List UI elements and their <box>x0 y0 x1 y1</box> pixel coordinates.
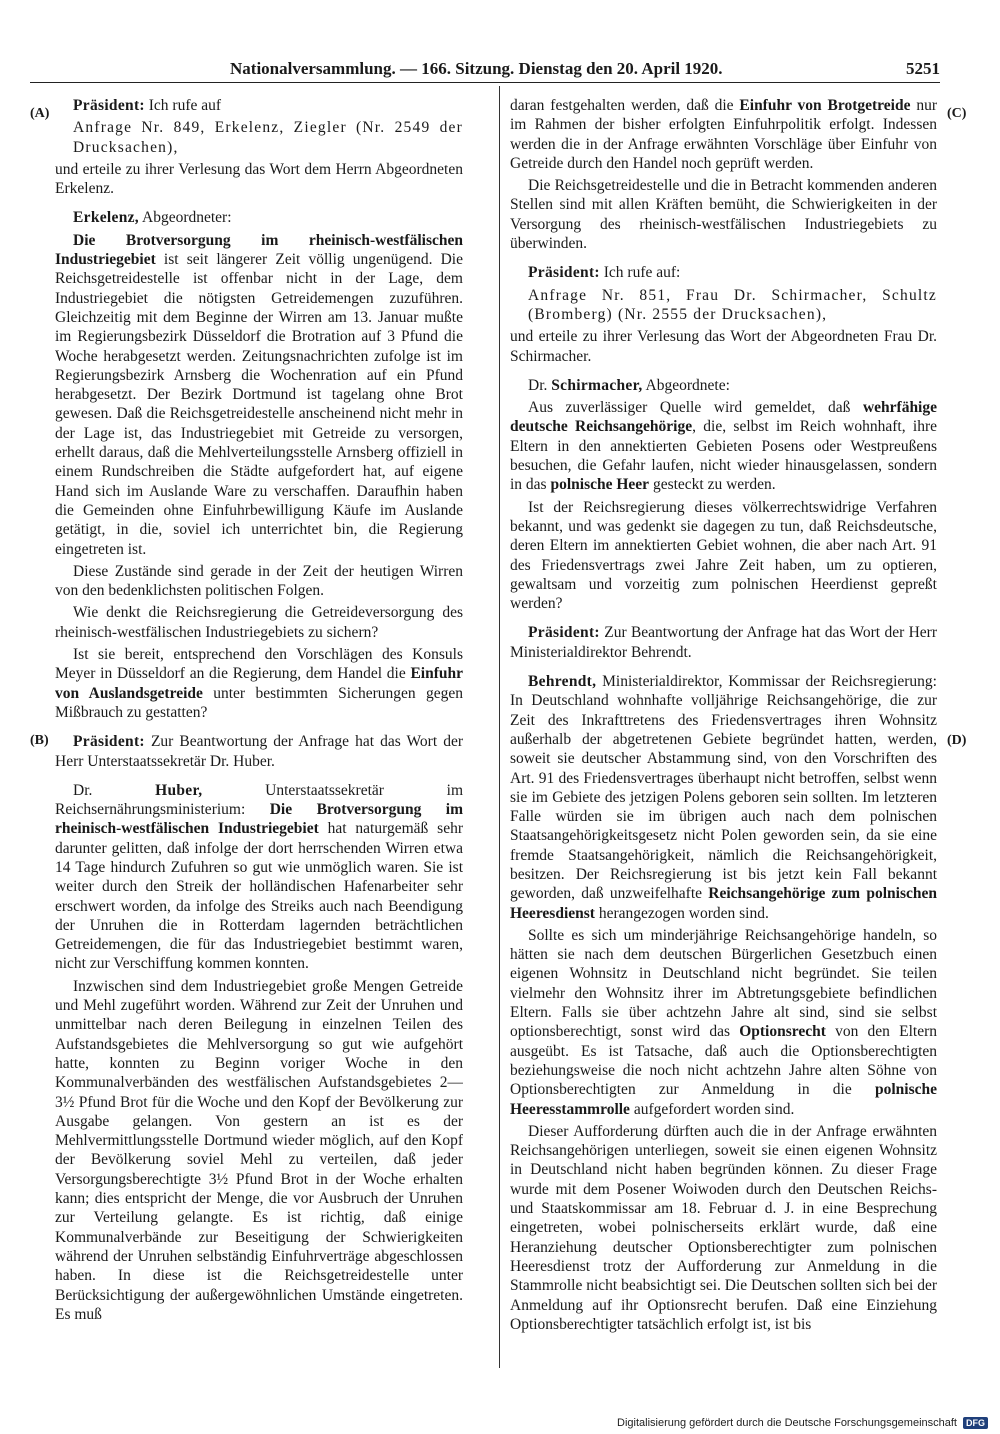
paragraph <box>510 672 937 923</box>
paragraph <box>55 732 463 771</box>
dfg-logo: DFG <box>963 1417 988 1429</box>
speaker-name: Präsident: <box>73 97 145 114</box>
paragraph-text: daran festgehalten werden, daß die <box>510 97 740 114</box>
paragraph <box>510 376 937 395</box>
emphasis: Die Brotversorgung im rheinisch-westfälischen Industriegebiet <box>55 801 463 838</box>
margin-mark-c: (C) <box>947 106 967 121</box>
page-number: 5251 <box>906 59 940 78</box>
speaker-role: Abgeordnete: <box>642 376 730 394</box>
paragraph-text: , die, selbst im Reich wohnhaft, ihre Eltern in den annektierten Gebieten Posens oder Westpreußens besuchen, die Gefahr laufen, nicht wieder hinausgelassen, sondern in das <box>510 418 937 494</box>
title-prefix: Dr. <box>528 376 552 394</box>
paragraph <box>510 623 937 662</box>
speaker-name: Präsident: <box>528 624 600 642</box>
speaker-name: Behrendt, <box>528 673 597 691</box>
paragraph-text: von den Eltern ausgeübt. Es ist Tatsache, daß auch die Optionsberechtigten beziehungsweise die noch nicht achtzehn Jahre alten Söhne von Optionsberechtigten zur Anmeldung in die <box>510 1023 937 1099</box>
paragraph <box>510 926 937 1119</box>
title-prefix: Dr. <box>73 781 156 799</box>
margin-mark-d: (D) <box>947 733 967 748</box>
paragraph-text: Zur Beantwortung der Anfrage hat das Wort der Herr Unterstaatssekretär Dr. Huber. <box>55 733 463 770</box>
emphasis: polnische Heeresstammrolle <box>510 1081 937 1118</box>
speaker-role: Abgeordneter: <box>138 209 232 227</box>
paragraph-text: Ist sie bereit, entsprechend den Vorschlägen des Konsuls Meyer in Düsseldorf an die Regierung, dem Handel die <box>55 646 463 683</box>
emphasis: Einfuhr von Auslandsgetreide <box>55 665 463 702</box>
paragraph <box>55 96 463 115</box>
column-divider <box>499 86 500 1368</box>
paragraph-text: unter bestimmten Sicherungen gegen Mißbrauch zu gestatten? <box>55 684 463 721</box>
paragraph: Wie denkt die Reichsregierung die Getreideversorgung des rheinisch-westfälischen Industriegebiets zu sichern? <box>55 604 463 641</box>
paragraph: Diese Zustände sind gerade in der Zeit der heutigen Wirren von den bedenklichsten politischen Folgen. <box>55 562 463 600</box>
speaker-name: Huber, <box>155 781 203 799</box>
paragraph-text: hat naturgemäß sehr darunter gelitten, daß infolge der dort herrschenden Wirren etwa 14 Tage hindurch Zufuhren so gut wie unmöglich waren. Sie ist weiter durch den Streik der holländischen Hafenarbeiter sehr erschwert worden, da infolge des Streiks auch nach Beendigung der Unruhen die in Rotterdam lagernden beträchtlichen Getreidemengen, die für das Industriegebiet bestimmt waren, nicht zur Verschiffung kommen konnten. <box>55 820 463 973</box>
speaker-name: Präsident: <box>73 733 145 751</box>
emphasis: wehrfähige deutsche Reichsangehörige <box>510 399 937 436</box>
paragraph-text: In Deutschland wohnhafte volljährige Reichsangehörige, die zur Zeit des Inkrafttretens des Friedensvertrages ihren Wohnsitz außerhalb der abgetretenen Gebiete begründet hatten, werden, soweit sie deutscher Abstammung sind, von den Vorschriften des Art. 91 des Friedensvertrages überhaupt nicht betroffen, selbst wenn sie im Gebiete des jetzigen Polens geboren sein sollten. Im letzteren Falle würden sie im übrigen auch nach dem polnischen Staatsangehörigkeitsgesetz nicht Polen geworden sein, da sie eine fremde Staatsangehörigkeit, nämlich die Reichsangehörigkeit, besitzen. Der Reichsregierung ist bis jetzt kein Fall bekannt geworden, daß unzweifelhafte <box>510 692 937 903</box>
paragraph: Die Reichsgetreidestelle und die in Betracht kommenden anderen Stellen sind mit allen Kräften bemüht, die Schwierigkeiten in der Versorgung des rheinisch-westfälischen Industriegebiets zu überwinden. <box>510 177 937 253</box>
right-column <box>510 96 937 1368</box>
left-column <box>55 96 463 1368</box>
paragraph-text: aufgefordert worden sind. <box>629 1100 795 1118</box>
paragraph <box>55 231 463 559</box>
paragraph-text: gesteckt zu werden. <box>649 476 776 494</box>
speaker-name: Präsident: <box>528 264 600 282</box>
paragraph-text: Aus zuverlässiger Quelle wird gemeldet, daß <box>528 399 863 417</box>
speaker-name: Erkelenz, <box>73 209 139 227</box>
header-title: Nationalversammlung. — 166. Sitzung. Dienstag den 20. April 1920. <box>230 59 723 78</box>
paragraph <box>510 96 937 173</box>
paragraph-text: Ich rufe auf <box>144 97 222 114</box>
footer-text: Digitalisierung gefördert durch die Deutsche Forschungsgemeinschaft <box>617 1417 957 1429</box>
paragraph-text: ist seit längerer Zeit völlig ungenügend. Die Reichsgetreidestelle ist offenbar nicht in der Lage, dem Industriegebiet die nötigsten Getreidemengen zuzuführen. Gleichzeitig mit dem Beginne der Wirren am 13. Januar mußte im Regierungsbezirk Düsseldorf die Brotration auf 3 Pfund die Woche herabgesetzt werden. Zeitungsnachrichten zufolge ist im Regierungsbezirk Arnsberg die Wochenration auf ein Pfund herabgesetzt. Der Bezirk Dortmund ist tagelang ohne Brot gewesen. Daß die Reichsgetreidestelle anscheinend nicht mehr in der Lage ist, das Industriegebiet mit Getreide zu versorgen, erhellt daraus, daß die Mehlverteilungsstelle Arnsberg offiziell in einem Rundschreiben die Städte aufgefordert hat, auf eigene Hand sich im Auslande Ware zu verschaffen. Daraufhin haben die Gemeinden ohne Einfuhrbewilligung Käufe im Auslande getätigt, in die, soviel ich unterrichtet bin, die Regierung eingetreten ist. <box>55 251 463 558</box>
speaker-role: Ministerialdirektor, Kommissar der Reichsregierung: <box>596 673 937 691</box>
paragraph-text: nur im Rahmen der bisher erfolgten Einfuhrpolitik erfolgt. Indessen werden die in der Anfrage erwähnten Vorschläge über Einfuhr von Getreide durch den Handel noch geprüft werden. <box>510 97 937 172</box>
footer <box>617 1414 988 1432</box>
paragraph <box>55 781 463 974</box>
paragraph-text: Zur Beantwortung der Anfrage hat das Wort der Herr Ministerialdirektor Behrendt. <box>510 624 937 661</box>
speaker-role: Unterstaatssekretär im Reichsernährungsministerium: <box>55 781 463 819</box>
emphasis: polnische Heer <box>550 476 650 494</box>
paragraph: und erteile zu ihrer Verlesung das Wort dem Herrn Abgeordneten Erkelenz. <box>55 160 463 198</box>
speaker-name: Schirmacher, <box>551 376 643 394</box>
page-header <box>30 58 940 83</box>
emphasis: Einfuhr von Brotgetreide <box>739 97 911 114</box>
emphasis: Reichsangehörige zum polnischen Heeresdienst <box>510 885 937 922</box>
paragraph <box>510 263 937 282</box>
paragraph-text: Ich rufe auf: <box>599 264 681 282</box>
paragraph: und erteile zu ihrer Verlesung das Wort der Abgeordneten Frau Dr. Schirmacher. <box>510 328 937 365</box>
paragraph <box>510 398 937 494</box>
paragraph-text: Sollte es sich um minderjährige Reichsangehörige handeln, so hätten sie nach dem deutschen Bürgerlichen Gesetzbuch einen eigenen Wohnsitz in Deutschland nicht begründet. Sie teilen vielmehr den Wohnsitz ihrer im Abtretungsgebiete befindlichen Eltern. Falls sie über achtzehn Jahre alt sind, sind sie selbst optionsberechtigt, sonst wird das <box>510 926 937 1041</box>
paragraph: Ist der Reichsregierung dieses völkerrechtswidrige Verfahren bekannt, und was gedenkt sie dagegen zu tun, daß Reichsdeutsche, deren Eltern im annektierten Gebiet wohnen, die aber nach Art. 91 des Friedensvertrags zwei Jahre Zeit haben, um zu optieren, gewaltsam und vorzeitig zum polnischen Heerdienst gepreßt werden? <box>510 498 937 613</box>
emphasis: Die Brotversorgung im rheinisch-westfälischen Industriegebiet <box>55 231 463 269</box>
inquiry-line: Anfrage Nr. 849, Erkelenz, Ziegler (Nr. 2549 der Drucksachen), <box>73 119 463 156</box>
paragraph <box>55 645 463 722</box>
paragraph-text: herangezogen worden sind. <box>594 904 769 922</box>
paragraph <box>55 208 463 227</box>
margin-mark-b: (B) <box>30 733 49 748</box>
margin-mark-a: (A) <box>30 106 50 121</box>
paragraph: Dieser Aufforderung dürften auch die in der Anfrage erwähnten Reichsangehörigen unterliegen, soweit sie einen eigenen Wohnsitz in Deutschland nicht haben begründen können. Zu dieser Frage wurde mit dem Posener Woiwoden durch den Deutschen Reichs- und Staatskommissar am 18. Februar d. J. in eine Besprechung eingetreten, wobei polnischerseits erklärt wurde, daß eine Heranziehung deutscher Optionsberechtigter zum polnischen Heeresdienst trotz der Aufforderung zur Anmeldung in die Stammrolle nicht beabsichtigt sei. Die Deutschen sollten sich bei der Anmeldung auf ihr Optionsrecht berufen. Daß eine Einziehung Optionsberechtigter tatsächlich erfolgt ist, ist bis <box>510 1122 937 1333</box>
paragraph: Inzwischen sind dem Industriegebiet große Mengen Getreide und Mehl zugeführt worden. Während zur Zeit der Unruhen und unmittelbar nach deren Beilegung in einzelnen Teilen des Aufstandsgebietes die Mehlversorgung so gut wie aufgehört hatte, konnten zu Beginn voriger Woche in den Kommunalverbänden des westfälischen Aufstandsgebietes 2—3½ Pfund Brot für die Woche und den Kopf der Bevölkerung zur Ausgabe gelangen. Von gestern an ist es der Mehlvermittlungsstelle Dortmund wieder möglich, auf den Kopf der Bevölkerung soviel Mehl zu verteilen, daß jeder Versorgungsberechtigte 3½ Pfund Brot in der Woche erhalten kann; dies entspricht der Menge, die vor Ausbruch der Unruhen zur Verteilung gelangte. Es ist richtig, daß einige Kommunalverbände zur Beseitigung der Schwierigkeiten während der Unruhen selbständig Einfuhrverträge abgeschlossen haben. In diese ist die Reichsgetreidestelle unter Berücksichtigung der außergewöhnlichen Umstände eingetreten. Es muß <box>55 977 463 1323</box>
inquiry-line: Anfrage Nr. 851, Frau Dr. Schirmacher, Schultz (Bromberg) (Nr. 2555 der Drucksachen), <box>528 286 937 323</box>
emphasis: Optionsrecht <box>739 1023 826 1041</box>
